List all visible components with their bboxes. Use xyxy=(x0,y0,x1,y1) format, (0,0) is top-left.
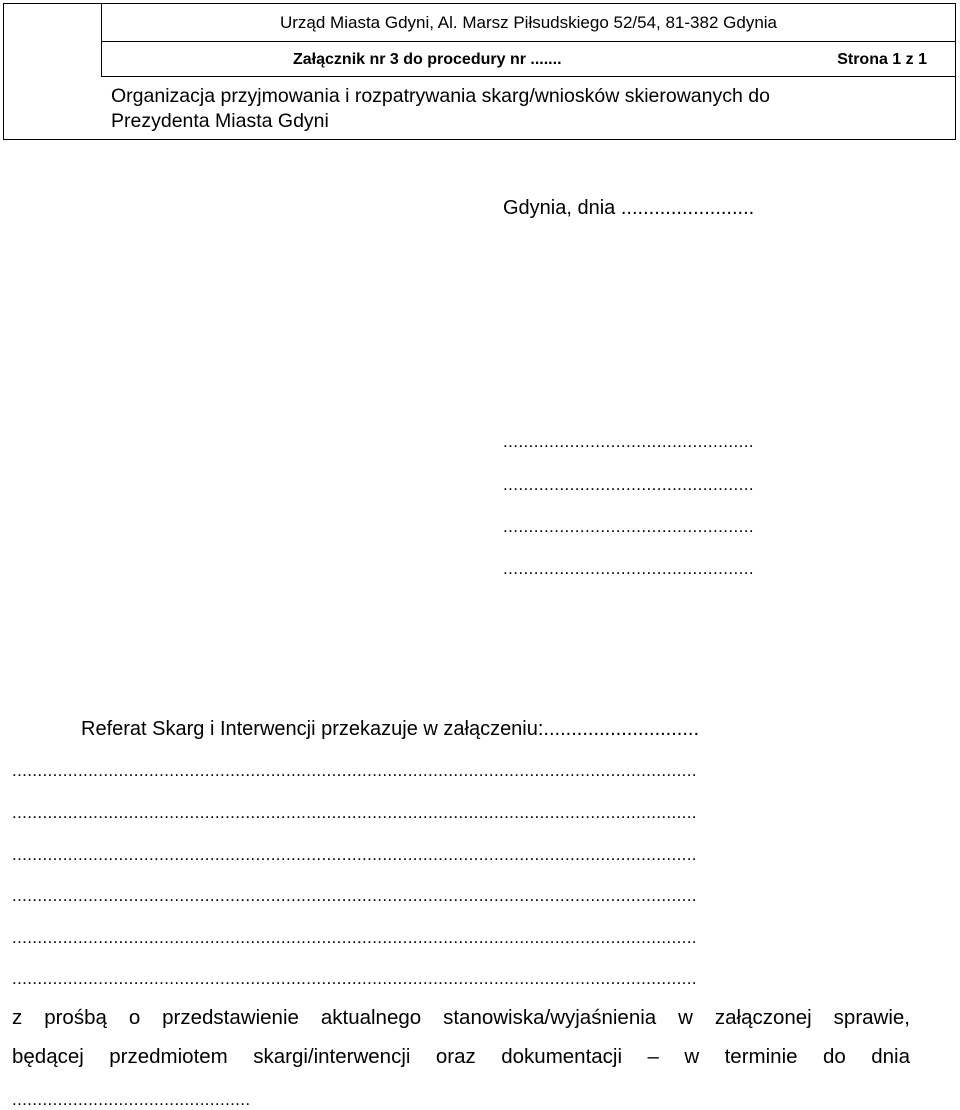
request-line-2: będącej przedmiotem skargi/interwencji oraz dokumentacji – w terminie do dnia xyxy=(12,1045,910,1068)
request-line-1: z prośbą o przedstawienie aktualnego stanowiska/wyjaśnienia w załączonej sprawie, xyxy=(12,1006,910,1029)
fill-in-line: ....................................................................................................................................... xyxy=(12,803,697,822)
page-number: Strona 1 z 1 xyxy=(837,51,927,68)
procedure-title-line1: Organizacja przyjmowania i rozpatrywania skarg/wniosków skierowanych do xyxy=(111,85,770,107)
addressee-line: ................................................. xyxy=(503,432,755,451)
addressee-line: ................................................. xyxy=(503,517,755,536)
procedure-title xyxy=(4,84,955,134)
attachment-row xyxy=(101,42,955,77)
fill-in-line: ....................................................................................................................................... xyxy=(12,928,697,947)
procedure-title-line2: Prezydenta Miasta Gdyni xyxy=(111,110,329,132)
addressee-line: ................................................. xyxy=(503,475,755,494)
fill-in-line: ....................................................................................................................................... xyxy=(12,969,697,988)
date-line: Gdynia, dnia ........................ xyxy=(503,197,755,219)
fill-in-line: ....................................................................................................................................... xyxy=(12,761,697,780)
office-address: Urząd Miasta Gdyni, Al. Marsz Piłsudskiego 52/54, 81-382 Gdynia xyxy=(101,4,955,42)
fill-in-line: ....................................................................................................................................... xyxy=(12,845,697,864)
intro-sentence: Referat Skarg i Interwencji przekazuje w załączeniu:............................ xyxy=(81,718,700,740)
addressee-line: ................................................. xyxy=(503,559,755,578)
attachment-label: Załącznik nr 3 do procedury nr ....... xyxy=(293,51,562,68)
deadline-fill-in: ............................................... xyxy=(12,1090,251,1109)
document-header xyxy=(3,3,956,140)
fill-in-line: ....................................................................................................................................... xyxy=(12,886,697,905)
